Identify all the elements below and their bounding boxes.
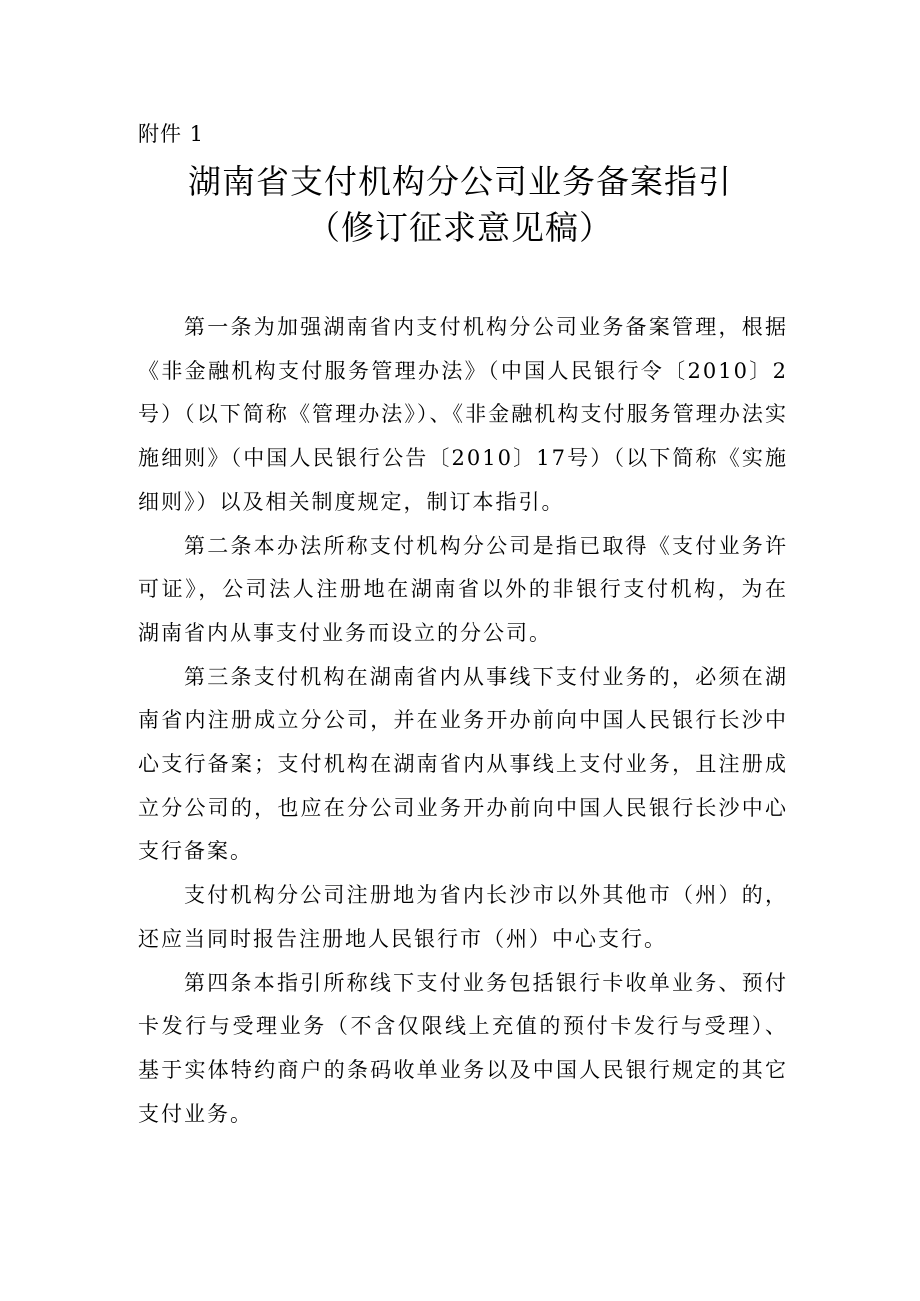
attachment-label: 附件 1	[138, 122, 205, 146]
article-4-paragraph: 第四条本指引所称线下支付业务包括银行卡收单业务、预付卡发行与受理业务（不含仅限线上充值的预付卡发行与受理）、基于实体特约商户的条码收单业务以及中国人民银行规定的其它支付业务。	[138, 970, 788, 1126]
document-body	[138, 306, 788, 1136]
article-3-paragraph: 第三条支付机构在湖南省内从事线下支付业务的，必须在湖南省内注册成立分公司，并在业务开办前向中国人民银行长沙中心支行备案；支付机构在湖南省内从事线上支付业务，且注册成立分公司的，也应在分公司业务开办前向中国人民银行长沙中心支行备案。	[138, 664, 788, 864]
document-title: 湖南省支付机构分公司业务备案指引	[188, 162, 732, 201]
article-2-paragraph: 第二条本办法所称支付机构分公司是指已取得《支付业务许可证》，公司法人注册地在湖南省以外的非银行支付机构，为在湖南省内从事支付业务而设立的分公司。	[138, 533, 788, 645]
article-3-supplement-paragraph: 支付机构分公司注册地为省内长沙市以外其他市（州）的，还应当同时报告注册地人民银行市（州）中心支行。	[138, 883, 788, 951]
article-1-paragraph: 第一条为加强湖南省内支付机构分公司业务备案管理，根据《非金融机构支付服务管理办法》（中国人民银行令〔2010〕2号）（以下简称《管理办法》）、《非金融机构支付服务管理办法实施细则》（中国人民银行公告〔2010〕17号）（以下简称《实施细则》）以及相关制度规定，制订本指引。	[138, 315, 788, 514]
document-subtitle: （修订征求意见稿）	[307, 208, 613, 247]
